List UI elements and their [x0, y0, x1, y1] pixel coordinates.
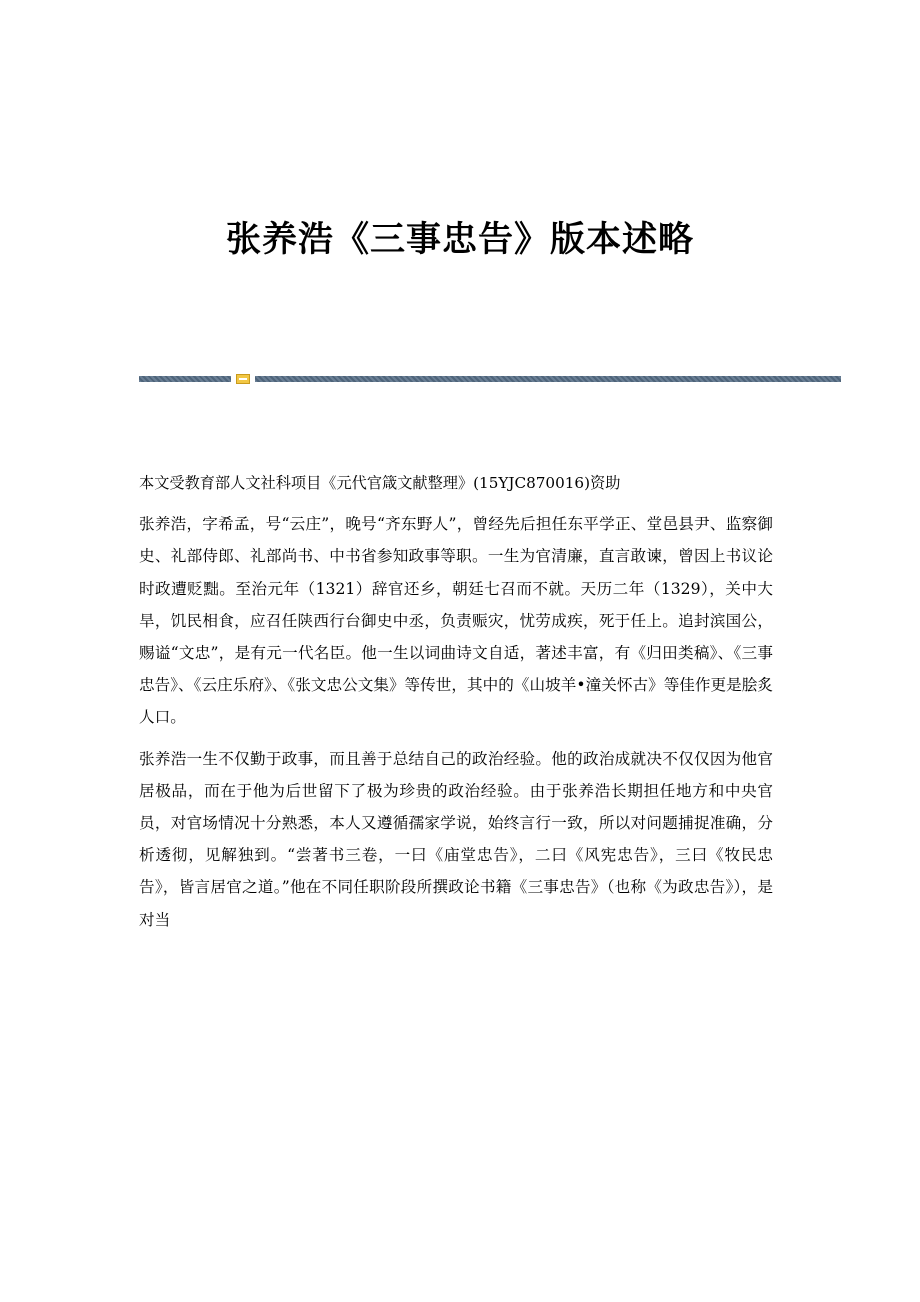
title-divider	[139, 374, 841, 384]
paragraph-1: 张养浩，字希孟，号“云庄”，晚号“齐东野人”，曾经先后担任东平学正、堂邑县尹、监察御史、礼部侍郎、礼部尚书、中书省参知政事等职。一生为官清廉，直言敢谏，曾因上书议论时政遭贬黜。至治元年（1321）辞官还乡，朝廷七召而不就。天历二年（1329），关中大旱，饥民相食，应召任陕西行台御史中丞，负责赈灾，忧劳成疾，死于任上。追封滨国公，赐谥“文忠”，是有元一代名臣。他一生以词曲诗文自适，著述丰富，有《归田类稿》、《三事忠告》、《云庄乐府》、《张文忠公文集》等传世，其中的《山坡羊•潼关怀古》等佳作更是脍炙人口。	[139, 515, 773, 727]
divider-bar-left	[139, 376, 231, 382]
document-body	[139, 467, 773, 945]
paragraph-2: 张养浩一生不仅勤于政事，而且善于总结自己的政治经验。他的政治成就决不仅仅因为他官居极品，而在于他为后世留下了极为珍贵的政治经验。由于张养浩长期担任地方和中央官员，对官场情况十分熟悉，本人又遵循孺家学说，始终言行一致，所以对问题捕捉准确，分析透彻，见解独到。“尝著书三卷，一曰《庙堂忠告》，二曰《风宪忠告》，三曰《牧民忠告》，皆言居官之道。”他在不同任职阶段所撰政论书籍《三事忠告》（也称《为政忠告》），是对当	[139, 749, 773, 929]
divider-bar-right	[255, 376, 841, 382]
divider-emblem-icon	[236, 374, 250, 384]
funding-note: 本文受教育部人文社科项目《元代官箴文献整理》(15YJC870016)资助	[139, 474, 621, 492]
document-title: 张养浩《三事忠告》版本述略	[225, 220, 694, 260]
